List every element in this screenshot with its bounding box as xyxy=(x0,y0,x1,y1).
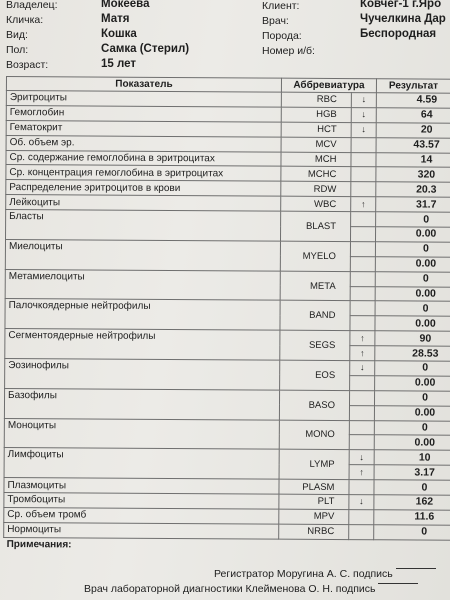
result-flag-icon xyxy=(350,301,375,316)
absolute-flag-icon xyxy=(350,227,375,242)
result-value: 0 xyxy=(374,391,450,407)
table-row xyxy=(5,359,450,377)
absolute-value: 28.53 xyxy=(375,346,450,362)
column-header-abbreviation: Аббревиатура xyxy=(281,78,376,93)
indicator-abbreviation: WBC xyxy=(281,196,351,211)
result-value: 14 xyxy=(376,152,450,168)
table-row xyxy=(4,418,450,436)
result-value: 31.7 xyxy=(376,197,450,213)
indicator-name: Ср. концентрация гемоглобина в эритроцитах xyxy=(6,165,281,182)
absolute-value: 3.17 xyxy=(374,465,450,481)
result-value: 0 xyxy=(376,212,450,228)
result-value: 11.6 xyxy=(374,510,450,526)
indicator-name: Палочкоядерные нейтрофилы xyxy=(5,299,280,330)
result-value: 4.59 xyxy=(376,93,450,109)
indicator-name: Лейкоциты xyxy=(6,195,281,212)
result-value: 0 xyxy=(374,525,450,541)
absolute-flag-icon: ↑ xyxy=(349,465,374,480)
indicator-name: Базофилы xyxy=(4,388,279,419)
absolute-flag-icon: ↑ xyxy=(350,346,375,361)
indicator-abbreviation: RBC xyxy=(281,92,351,107)
result-value: 20.3 xyxy=(376,182,450,198)
indicator-abbreviation: MYELO xyxy=(280,241,350,271)
result-value: 10 xyxy=(374,450,450,466)
indicator-name: Лимфоциты xyxy=(4,448,279,479)
report-footer xyxy=(0,556,450,600)
indicator-name: Гематокрит xyxy=(6,120,281,137)
client-label: Клиент: xyxy=(262,0,300,12)
table-row xyxy=(5,239,450,257)
registrar-text: Регистратор Моругина А. С. подпись xyxy=(214,568,393,580)
result-flag-icon xyxy=(351,212,376,227)
doctor-label: Врач: xyxy=(262,15,289,27)
result-flag-icon: ↓ xyxy=(351,93,376,108)
indicator-name: Тромбоциты xyxy=(4,493,279,510)
indicator-name: Ср. объем тромб xyxy=(4,507,279,524)
result-value: 20 xyxy=(376,123,450,139)
result-flag-icon xyxy=(351,152,376,167)
absolute-flag-icon xyxy=(349,435,374,450)
absolute-value: 0.00 xyxy=(375,286,450,302)
owner-label: Владелец: xyxy=(6,0,58,11)
table-row xyxy=(5,269,450,287)
result-flag-icon: ↓ xyxy=(351,122,376,137)
absolute-value: 0.00 xyxy=(375,316,450,332)
indicator-abbreviation: MONO xyxy=(279,420,349,450)
indicator-abbreviation: MCV xyxy=(281,137,351,152)
indicator-name: Об. объем эр. xyxy=(6,135,281,152)
card-label: Номер и/б: xyxy=(262,45,315,57)
result-value: 320 xyxy=(376,167,450,183)
indicator-name: Моноциты xyxy=(4,418,279,449)
nick-label: Кличка: xyxy=(6,14,44,26)
indicator-name: Бласты xyxy=(6,210,281,241)
absolute-flag-icon xyxy=(350,376,375,391)
table-row xyxy=(5,329,450,347)
result-value: 0 xyxy=(375,361,450,377)
results-table xyxy=(3,76,450,554)
client-value: Ковчег-1 г.Яро xyxy=(360,0,442,10)
result-value: 64 xyxy=(376,108,450,124)
registrar-signature-line xyxy=(396,568,436,569)
indicator-name: Эритроциты xyxy=(6,91,281,108)
indicator-abbreviation: HCT xyxy=(281,122,351,137)
result-value: 43.57 xyxy=(376,137,450,153)
absolute-value: 0.00 xyxy=(374,405,450,421)
indicator-abbreviation: RDW xyxy=(281,182,351,197)
indicator-name: Гемоглобин xyxy=(6,105,281,122)
indicator-name: Эозинофилы xyxy=(5,359,280,390)
indicator-abbreviation: BASO xyxy=(279,390,349,420)
lab-doctor-signature xyxy=(84,583,375,595)
species-value: Кошка xyxy=(101,28,137,40)
owner-value: Мокеева xyxy=(101,0,150,10)
result-flag-icon xyxy=(351,137,376,152)
result-value: 90 xyxy=(375,331,450,347)
indicator-abbreviation: BAND xyxy=(280,301,350,331)
registrar-signature xyxy=(214,568,393,580)
lab-doctor-text: Врач лабораторной диагностики Клейменова О. Н. подпись xyxy=(84,583,376,595)
results-table-body xyxy=(4,91,450,555)
table-row xyxy=(5,299,450,317)
indicator-name: Ср. содержание гемоглобина в эритроцитах xyxy=(6,150,281,167)
indicator-abbreviation: NRBC xyxy=(279,524,349,539)
indicator-name: Сегментоядерные нейтрофилы xyxy=(5,329,280,360)
absolute-flag-icon xyxy=(349,405,374,420)
lab-doctor-signature-line xyxy=(378,583,418,584)
indicator-name: Плазмоциты xyxy=(4,478,279,495)
age-value: 15 лет xyxy=(101,58,137,70)
indicator-abbreviation: EOS xyxy=(280,360,350,390)
absolute-value: 0.00 xyxy=(375,376,450,392)
indicator-name: Метамиелоциты xyxy=(5,269,280,300)
doctor-value: Чучелкина Дар xyxy=(360,13,446,25)
indicator-abbreviation: SEGS xyxy=(280,330,350,360)
result-flag-icon xyxy=(349,524,374,539)
indicator-name: Распределение эритроцитов в крови xyxy=(6,180,281,197)
indicator-abbreviation: MCHC xyxy=(281,167,351,182)
absolute-flag-icon xyxy=(350,286,375,301)
indicator-abbreviation: MPV xyxy=(279,509,349,524)
indicator-abbreviation: META xyxy=(280,271,350,301)
result-flag-icon xyxy=(349,390,374,405)
column-header-result: Результат xyxy=(376,79,450,94)
indicator-abbreviation: PLASM xyxy=(279,479,349,494)
result-value: 0 xyxy=(375,242,450,258)
result-flag-icon xyxy=(350,271,375,286)
table-row xyxy=(6,210,450,228)
result-flag-icon: ↓ xyxy=(349,450,374,465)
notes-label: Примечания: xyxy=(4,537,450,554)
result-flag-icon: ↑ xyxy=(351,197,376,212)
indicator-abbreviation: PLT xyxy=(279,494,349,509)
result-value: 0 xyxy=(374,480,450,496)
result-value: 0 xyxy=(374,420,450,436)
result-flag-icon: ↓ xyxy=(350,361,375,376)
result-flag-icon xyxy=(351,167,376,182)
indicator-name: Миелоциты xyxy=(5,239,280,270)
result-flag-icon xyxy=(350,242,375,257)
result-value: 0 xyxy=(375,301,450,317)
column-header-indicator: Показатель xyxy=(6,77,281,93)
breed-value: Беспородная xyxy=(360,28,437,40)
result-flag-icon xyxy=(349,510,374,525)
absolute-value: 0.00 xyxy=(375,257,450,273)
result-value: 0 xyxy=(375,271,450,287)
table-row xyxy=(4,448,450,466)
result-flag-icon xyxy=(351,182,376,197)
result-flag-icon xyxy=(349,480,374,495)
indicator-abbreviation: MCH xyxy=(281,152,351,167)
absolute-flag-icon xyxy=(350,256,375,271)
table-row xyxy=(5,388,450,406)
absolute-value: 0.00 xyxy=(374,435,450,451)
age-label: Возраст: xyxy=(6,59,49,71)
indicator-abbreviation: BLAST xyxy=(280,211,350,241)
result-flag-icon: ↓ xyxy=(351,108,376,123)
result-flag-icon: ↓ xyxy=(349,495,374,510)
breed-label: Порода: xyxy=(262,30,302,42)
indicator-abbreviation: LYMP xyxy=(279,450,349,480)
species-label: Вид: xyxy=(6,29,28,41)
sex-label: Пол: xyxy=(6,44,29,56)
result-flag-icon: ↑ xyxy=(350,331,375,346)
sex-value: Самка (Стерил) xyxy=(101,43,190,55)
result-flag-icon xyxy=(349,420,374,435)
indicator-name: Нормоциты xyxy=(4,522,279,539)
indicator-abbreviation: HGB xyxy=(281,107,351,122)
report-header xyxy=(0,0,450,75)
absolute-value: 0.00 xyxy=(375,227,450,243)
result-value: 162 xyxy=(374,495,450,511)
absolute-flag-icon xyxy=(350,316,375,331)
notes-row xyxy=(4,537,450,554)
nick-value: Матя xyxy=(101,13,130,25)
